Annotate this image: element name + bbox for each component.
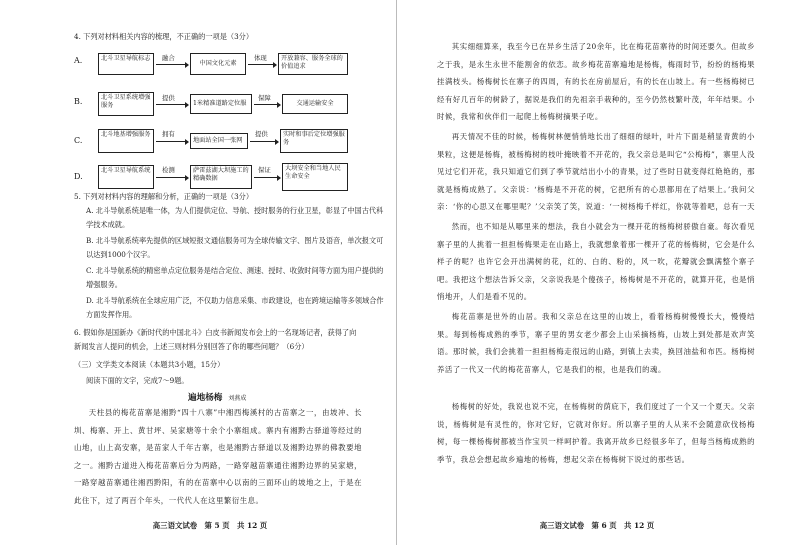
- flow-arrow-label: 保障: [258, 94, 271, 102]
- flow-arrow: [156, 141, 188, 142]
- q4-stem: 4. 下列对材料相关内容的梳理，不正确的一项是（3分）: [74, 32, 254, 41]
- flow-box: 中国文化元素: [190, 53, 246, 75]
- flow-arrow-label: 融合: [162, 54, 175, 62]
- flow-arrow: [156, 177, 188, 178]
- flow-box: 大坝安全和当地人民生命安全: [282, 163, 348, 191]
- option-letter: B.: [74, 97, 83, 106]
- flow-arrow-label: 检测: [162, 166, 175, 174]
- story-paragraph: 然而，也不知是从哪里来的想法，我自小就会为一棵开花的杨梅树骄傲自豪。每次看见寨子里的人挑着一担担杨梅果走在山路上，我就想象着那一棵开了花的杨梅树，它会是什么样子的呢？也许它会开出满树的花，红的、白的、粉的，风一吹，花瓣就会飘满整个寨子吧。我把这个想法告诉父亲，父亲说我是个傻孩子，杨梅树是不开花的，就算开花，也是悄悄地开，人们是看不见的。: [437, 222, 755, 302]
- q5-stem: 5. 下列对材料内容的理解和分析，正确的一项是（3分）: [74, 192, 254, 201]
- flow-arrow-label: 提供: [162, 94, 175, 102]
- q5-option-b: B. 北斗导航系统率先提供的区域短报文通信服务可为全球传输文字、图片及语音，单次报文可以达到1000个汉字。: [86, 236, 384, 259]
- flow-arrow: [250, 141, 278, 142]
- story-paragraph: 杨梅树的好处，我说也说不完，在杨梅树的荫庇下，我们度过了一个又一个夏天。父亲说，杨梅树是有灵性的，你对它好，它就对你好。所以寨子里的人从来不会随意砍伐杨梅树，每一棵杨梅树都被当作宝贝一样呵护着。我离开故乡已经很多年了，但每当杨梅成熟的季节，我总会想起故乡遍地的杨梅，想起父亲在杨梅树下说过的那些话。: [437, 402, 755, 464]
- flow-box: 北斗卫星导航系统: [98, 165, 154, 189]
- page-right: [397, 0, 794, 545]
- q5-option-d: D. 北斗导航系统在全球应用广泛，不仅助力信息采集、市政建设，也在跨境运输等多领域合作方面发挥作用。: [86, 296, 384, 319]
- page-footer: 高三语文试卷 第 6 页 共 12 页: [539, 521, 655, 530]
- story-author: 刘燕成: [228, 395, 247, 402]
- flow-arrow-label: 提供: [255, 130, 268, 138]
- story-paragraph: 再天情况不佳的时候，杨梅树林便悄悄地长出了细细的绿叶，叶片下面是稍显青黄的小果粒，这便是杨梅，被杨梅树的枝叶掩映着不开花的，我父亲总是叫它“公梅梅”，寨里人没见过它们开花，我只知道它们到了季节就结出小小的青果，过了些时日就变得红艳艳的，那就是杨梅成熟了。父亲说：‘杨梅是不开花的树，它把所有的心思都用在了结果上。’我问父亲：‘你的心思又在哪里呢？’父亲笑了笑，说道：‘一树杨梅千样红，你就等着吧，总有一天: [437, 132, 755, 212]
- flow-box: 北斗卫星导航标志: [98, 53, 154, 75]
- story-title-text: 遍地杨梅: [188, 393, 223, 403]
- story-paragraph: 天柱县的梅花苗寨是湘黔“四十八寨”中湘西梅溪村的古苗寨之一，由坡冲、长圳、梅寨、开上、黄甘坪、吴家塘等十余个小寨组成。寨内有湘黔古驿道等经过的山地，山上高安寨，是苗家人千年古寨，也是湘黔古驿道以及湘黔边界的佛教要地之一。湘黔古道进入梅花苗寨后分为两路，一路穿越苗寨通往湘黔边界的吴家塘，一路穿越苗寨通往湘西黔阳，有的在苗寨中心以南的三面环山的坡地之上，于是在此住下，过了两百个年头，一代代人在这里繁衍生息。: [74, 408, 362, 505]
- flow-box: 北斗卫星系统增强服务: [98, 92, 154, 116]
- flow-box: 1米精准道路定位服: [190, 94, 252, 114]
- page-footer: 高三语文试卷 第 5 页 共 12 页: [152, 521, 268, 530]
- flow-box: 萨雷兹湖大坝施工的精确数据: [190, 165, 252, 189]
- q5-option-a: A. 北斗导航系统是唯一体，为人们提供定位、导航、授时服务的行业卫星，彰显了中国古代科学技术成就。: [86, 206, 384, 229]
- flow-box: 实时和事后定位增强服务: [280, 129, 348, 153]
- flow-arrow: [254, 177, 280, 178]
- flow-box: 交通运输安全: [282, 94, 348, 114]
- flow-arrow-label: 体现: [254, 54, 267, 62]
- flow-box: 北斗地基增强服务: [98, 129, 154, 153]
- q5-option-c: C. 北斗导航系统的精密单点定位服务是结合定位、测速、授时、收敛时间等方面为用户提供的增强服务。: [86, 266, 384, 289]
- section-instruction: 阅读下面的文字，完成7～9题。: [86, 376, 189, 385]
- option-letter: C.: [74, 136, 83, 145]
- option-letter: A.: [74, 56, 83, 65]
- flow-box: 地面站全国一张网: [190, 133, 248, 149]
- q6-stem: 6. 假如你是国新办《新时代的中国北斗》白皮书新闻发布会上的一名现场记者，获得了向新闻发言人提问的机会，上述三则材料分别回答了你的哪些问题？（6分）: [74, 328, 357, 351]
- option-letter: D.: [74, 172, 83, 181]
- flow-box: 开放兼容、服务全球的价值追求: [278, 53, 348, 75]
- story-paragraph: 其实细细算来，我至今已在异乡生活了20余年，比在梅花苗寨待的时间还要久。但故乡之于我，是永生永世不能割舍的依恋。故乡梅花苗寨遍地是杨梅，梅雨时节，纷纷的杨梅果挂满枝头。杨梅树长在寨子的四周，有的长在房前屋后，有的长在山坡上。有一些杨梅树已经有好几百年的树龄了，据说是我们的先祖亲手栽种的，至今仍然枝繁叶茂，年年结果。小时候，我常和伙伴们一起爬上杨梅树摘果子吃。: [437, 42, 755, 122]
- flow-arrow: [156, 64, 188, 65]
- flow-arrow-label: 拥有: [162, 130, 175, 138]
- story-paragraph: 梅花苗寨是世外的山居。我和父亲总在这里的山坡上，看着杨梅树慢慢长大，慢慢结果。每到杨梅成熟的季节，寨子里的男女老少都会上山采摘杨梅，山坡上到处都是欢声笑语。那时候，我们会挑着一担担杨梅走很远的山路，到镇上去卖，换回油盐和布匹。杨梅树养活了一代又一代的梅花苗寨人，它是我们的根，也是我们的魂。: [437, 312, 755, 374]
- story-title: [188, 391, 246, 403]
- flow-arrow: [156, 104, 188, 105]
- section-heading: （三）文学类文本阅读（本题共3小题，15分）: [74, 360, 225, 369]
- flow-arrow: [254, 104, 280, 105]
- flow-arrow: [248, 64, 276, 65]
- flow-arrow-label: 保证: [258, 166, 271, 174]
